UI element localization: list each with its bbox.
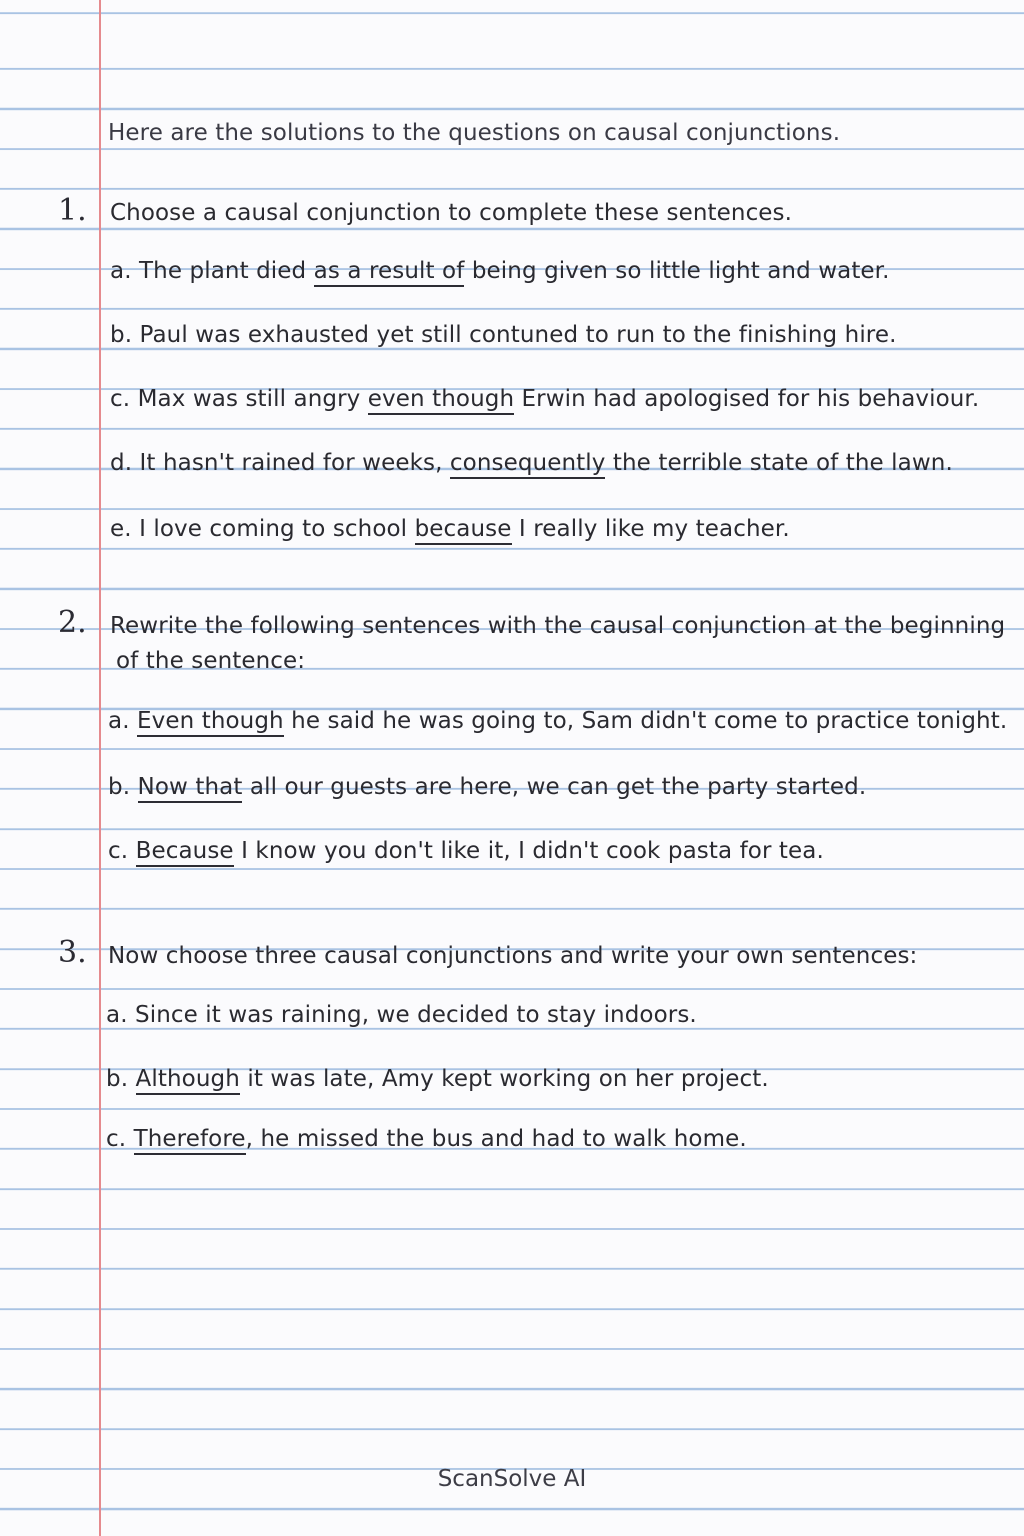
question-2-prompt-line2: of the sentence: (116, 648, 306, 674)
item-letter: c. (106, 1126, 127, 1152)
item-letter: a. (108, 708, 130, 734)
sentence-end: the terrible state of the lawn. (612, 450, 953, 476)
answer-underlined: consequently (450, 450, 606, 479)
answer-underlined: Although (136, 1066, 240, 1095)
intro-text: Here are the solutions to the questions on causal conjunctions. (108, 120, 841, 146)
sentence-end: , he missed the bus and had to walk home. (245, 1126, 747, 1152)
question-3-number: 3. (58, 935, 87, 970)
q1-item-a (110, 256, 890, 286)
item-letter: c. (108, 838, 129, 864)
sentence-end: it was late, Amy kept working on her project. (247, 1066, 769, 1092)
question-1-prompt: Choose a causal conjunction to complete these sentences. (110, 200, 793, 226)
sentence-text: Since it was raining, we decided to stay indoors. (135, 1002, 697, 1028)
item-letter: a. (110, 258, 132, 284)
answer-underlined: because (415, 516, 512, 545)
q1-item-d (110, 448, 953, 478)
sentence-end: Erwin had apologised for his behaviour. (521, 386, 980, 412)
sentence-end: I really like my teacher. (518, 516, 790, 542)
sentence-start: Max was still angry (137, 386, 361, 412)
item-letter: b. (108, 774, 131, 800)
q3-item-a (106, 1000, 697, 1030)
item-letter: c. (110, 386, 131, 412)
item-letter: d. (110, 450, 133, 476)
sentence-end: all our guests are here, we can get the party started. (249, 774, 867, 800)
question-3-prompt: Now choose three causal conjunctions and write your own sentences: (108, 943, 918, 969)
sentence-end: he said he was going to, Sam didn't come to practice tonight. (291, 708, 1008, 734)
item-letter: e. (110, 516, 132, 542)
sentence-start: The plant died (139, 258, 307, 284)
answer-word: yet (376, 322, 414, 348)
answer-underlined: Even though (137, 708, 284, 737)
sentence-end: I know you don't like it, I didn't cook pasta for tea. (241, 838, 824, 864)
margin-line (99, 0, 101, 1536)
answer-underlined: as a result of (314, 258, 465, 287)
item-letter: b. (110, 322, 133, 348)
q3-item-b (106, 1064, 769, 1094)
item-letter: a. (106, 1002, 128, 1028)
answer-underlined: even though (368, 386, 514, 415)
sentence-start: Paul was exhausted (139, 322, 370, 348)
sentence-start: It hasn't rained for weeks, (139, 450, 443, 476)
answer-underlined: Now that (138, 774, 243, 803)
q1-item-c (110, 384, 979, 414)
answer-underlined: Therefore (134, 1126, 246, 1155)
sentence-end: still contuned to run to the finishing hire. (421, 322, 897, 348)
q2-item-a (108, 706, 1007, 736)
item-letter: b. (106, 1066, 129, 1092)
q2-item-c (108, 836, 824, 866)
q2-item-b (108, 772, 866, 802)
footer-brand: ScanSolve AI (437, 1466, 587, 1492)
question-2-number: 2. (58, 605, 87, 640)
q1-item-e (110, 514, 790, 544)
sentence-start: I love coming to school (139, 516, 408, 542)
q1-item-b (110, 320, 897, 350)
sentence-end: being given so little light and water. (471, 258, 890, 284)
q3-item-c (106, 1124, 747, 1154)
question-1-number: 1. (58, 193, 87, 228)
answer-underlined: Because (136, 838, 234, 867)
question-2-prompt: Rewrite the following sentences with the causal conjunction at the beginning (110, 613, 1006, 639)
